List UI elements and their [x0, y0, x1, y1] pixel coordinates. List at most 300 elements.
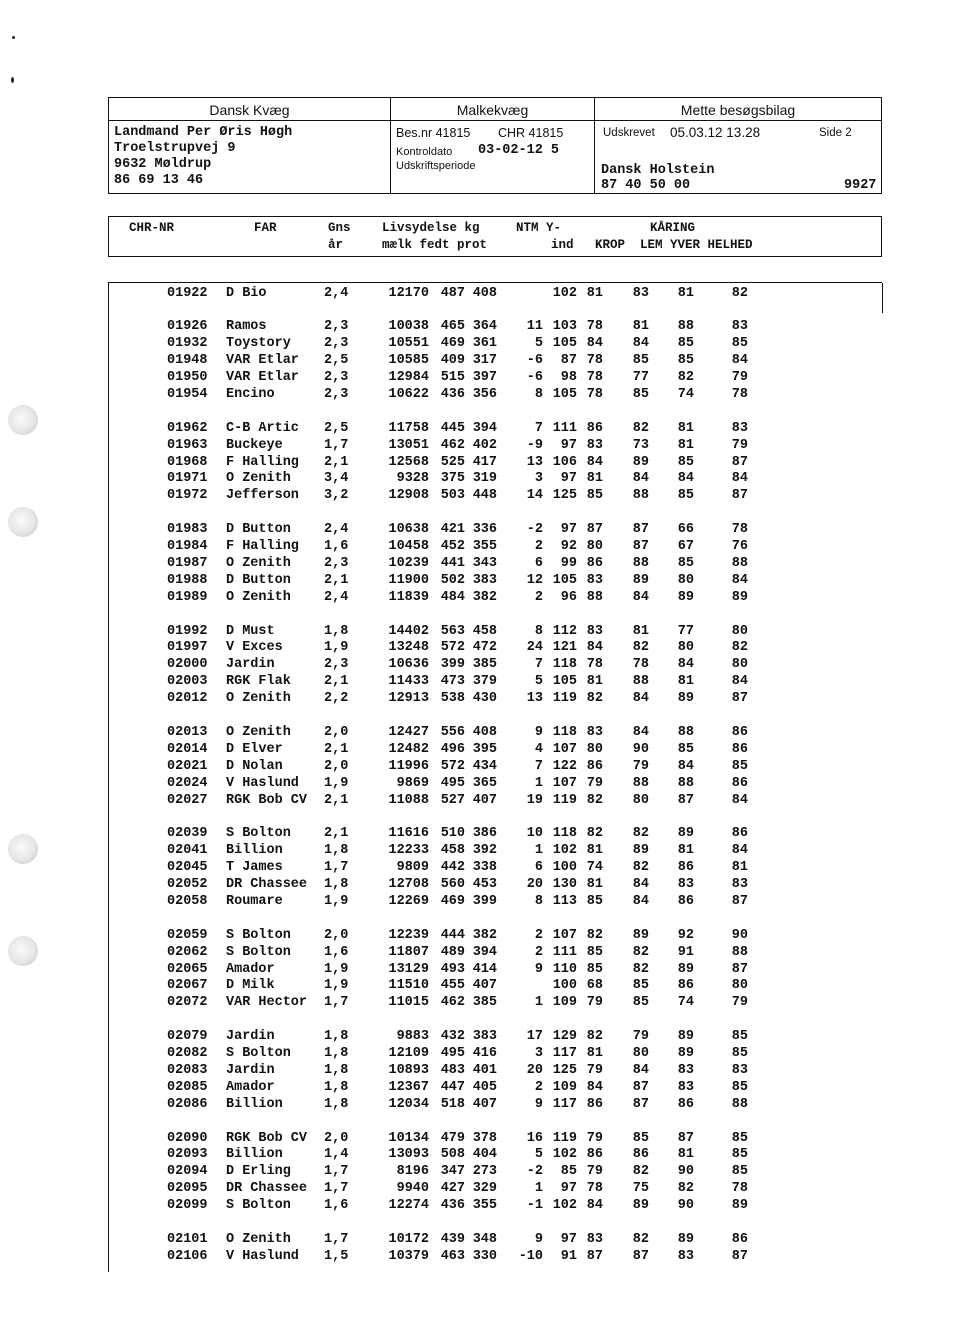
cell-krop: 86	[586, 420, 603, 436]
cell-chr-nr: 02090	[167, 1130, 208, 1146]
table-row	[109, 793, 883, 810]
sire-table	[108, 282, 882, 1272]
cell-fat-kg: 436	[440, 1198, 465, 1214]
cell-milk-kg: 10239	[388, 555, 429, 571]
cell-gns-year: 2,3	[324, 657, 349, 673]
cell-protein-kg: 417	[472, 454, 497, 470]
cell-krop: 78	[586, 657, 603, 673]
cell-far-name: Billion	[226, 1096, 283, 1112]
cell-yver: 85	[677, 454, 694, 470]
cell-chr-nr: 02003	[167, 674, 208, 690]
cell-y-index: 111	[552, 944, 577, 960]
cell-gns-year: 2,4	[324, 589, 349, 605]
cell-helhed: 83	[731, 1062, 748, 1078]
cell-protein-kg: 402	[472, 437, 497, 453]
cell-y-index: 107	[552, 927, 577, 943]
cell-fat-kg: 469	[440, 893, 465, 909]
table-row	[109, 995, 883, 1012]
cell-ntm: 2	[534, 1079, 543, 1095]
cell-fat-kg: 462	[440, 437, 465, 453]
punch-hole-2	[8, 507, 38, 537]
cell-protein-kg: 336	[472, 522, 497, 538]
cell-gns-year: 2,3	[324, 386, 349, 402]
cell-lem: 84	[632, 336, 649, 352]
cell-y-index: 100	[552, 978, 577, 994]
cell-milk-kg: 12239	[388, 927, 429, 943]
cell-protein-kg: 405	[472, 1079, 497, 1095]
table-row	[109, 1029, 883, 1046]
cell-helhed: 78	[731, 386, 748, 402]
cell-protein-kg: 379	[472, 674, 497, 690]
cell-lem: 86	[632, 1147, 649, 1163]
cell-milk-kg: 10134	[388, 1130, 429, 1146]
cell-milk-kg: 8196	[396, 1164, 429, 1180]
cell-ntm: 6	[534, 860, 543, 876]
cell-fat-kg: 479	[440, 1130, 465, 1146]
cell-yver: 89	[677, 826, 694, 842]
cell-gns-year: 1,7	[324, 1181, 349, 1197]
cell-ntm: 2	[534, 539, 543, 554]
cell-chr-nr: 02027	[167, 792, 208, 808]
cell-fat-kg: 518	[440, 1096, 465, 1112]
cell-milk-kg: 14402	[388, 623, 429, 639]
cell-chr-nr: 02062	[167, 944, 208, 960]
table-row	[109, 1232, 883, 1249]
cell-fat-kg: 458	[440, 843, 465, 859]
cell-far-name: Ramos	[226, 319, 267, 335]
cell-helhed: 79	[731, 437, 748, 453]
cell-chr-nr: 01983	[167, 522, 208, 538]
cell-krop: 82	[586, 826, 603, 842]
col-livsydelse-sub: mælk fedt prot	[382, 238, 488, 252]
cell-y-index: 105	[552, 386, 577, 402]
cell-fat-kg: 465	[440, 319, 465, 335]
cell-far-name: V Exces	[226, 640, 283, 656]
cell-krop: 80	[586, 539, 603, 554]
cell-protein-kg: 330	[472, 1248, 497, 1264]
table-row	[109, 1046, 883, 1063]
cell-y-index: 97	[560, 437, 577, 453]
cell-y-index: 100	[552, 860, 577, 876]
cell-ntm: -2	[526, 1164, 543, 1180]
cell-ntm: 13	[526, 454, 543, 470]
cell-helhed: 86	[731, 741, 748, 757]
cell-krop: 84	[586, 336, 603, 352]
cell-far-name: RGK Flak	[226, 674, 291, 690]
cell-lem: 84	[632, 1062, 649, 1078]
cell-chr-nr: 01984	[167, 539, 208, 554]
cell-chr-nr: 02045	[167, 860, 208, 876]
cell-far-name: VAR Etlar	[226, 370, 299, 385]
cell-chr-nr: 02086	[167, 1096, 208, 1112]
cell-krop: 84	[586, 640, 603, 656]
cell-lem: 85	[632, 386, 649, 402]
cell-protein-kg: 399	[472, 893, 497, 909]
cell-yver: 86	[677, 893, 694, 909]
cell-y-index: 117	[552, 1046, 577, 1061]
cell-krop: 83	[586, 623, 603, 639]
chr-number: CHR 41815	[498, 126, 564, 140]
cell-gns-year: 1,9	[324, 978, 349, 994]
cell-krop: 68	[586, 978, 603, 994]
cell-fat-kg: 508	[440, 1147, 465, 1163]
cell-y-index: 97	[560, 1231, 577, 1247]
cell-helhed: 87	[731, 893, 748, 909]
cell-ntm: -9	[526, 437, 543, 453]
cell-fat-kg: 515	[440, 370, 465, 385]
table-row	[109, 319, 883, 336]
cell-helhed: 83	[731, 420, 748, 436]
scan-speck	[11, 77, 14, 83]
cell-far-name: Billion	[226, 843, 283, 859]
table-row	[109, 1131, 883, 1148]
cell-lem: 85	[632, 1130, 649, 1146]
cell-krop: 85	[586, 944, 603, 960]
cell-chr-nr: 01987	[167, 555, 208, 571]
table-row	[109, 776, 883, 793]
cell-y-index: 91	[560, 1248, 577, 1264]
cell-fat-kg: 487	[440, 285, 465, 301]
cell-milk-kg: 12913	[388, 691, 429, 707]
cell-yver: 83	[677, 1062, 694, 1078]
cell-helhed: 85	[731, 1029, 748, 1045]
cell-lem: 88	[632, 674, 649, 690]
cell-lem: 82	[632, 860, 649, 876]
cell-milk-kg: 10585	[388, 353, 429, 369]
cell-gns-year: 3,4	[324, 471, 349, 487]
cell-protein-kg: 392	[472, 843, 497, 859]
cell-helhed: 85	[731, 1147, 748, 1163]
table-row	[109, 674, 883, 691]
cell-y-index: 118	[552, 724, 577, 740]
cell-lem: 85	[632, 995, 649, 1011]
cell-fat-kg: 409	[440, 353, 465, 369]
cell-gns-year: 2,5	[324, 353, 349, 369]
cell-gns-year: 1,9	[324, 893, 349, 909]
cell-chr-nr: 01988	[167, 572, 208, 588]
cell-krop: 80	[586, 741, 603, 757]
cell-yver: 89	[677, 1029, 694, 1045]
cell-lem: 84	[632, 589, 649, 605]
cell-milk-kg: 13129	[388, 961, 429, 977]
cell-protein-kg: 401	[472, 1062, 497, 1078]
cell-gns-year: 2,1	[324, 454, 349, 470]
table-row	[109, 725, 883, 742]
cell-fat-kg: 572	[440, 640, 465, 656]
cell-chr-nr: 02072	[167, 995, 208, 1011]
udskriftsperiode-label: Udskriftsperiode	[396, 160, 476, 172]
table-row	[109, 286, 883, 303]
cell-lem: 80	[632, 1046, 649, 1061]
cell-y-index: 97	[560, 522, 577, 538]
cell-milk-kg: 12269	[388, 893, 429, 909]
farmer-phone: 86 69 13 46	[114, 173, 204, 188]
cell-helhed: 84	[731, 674, 748, 690]
cell-milk-kg: 10638	[388, 522, 429, 538]
cell-far-name: D Bio	[226, 285, 267, 301]
cell-protein-kg: 356	[472, 386, 497, 402]
cell-chr-nr: 01972	[167, 488, 208, 504]
cell-fat-kg: 427	[440, 1181, 465, 1197]
cell-gns-year: 2,5	[324, 420, 349, 436]
cell-chr-nr: 02024	[167, 775, 208, 791]
cell-lem: 88	[632, 775, 649, 791]
cell-milk-kg: 11616	[388, 826, 429, 842]
cell-fat-kg: 439	[440, 1231, 465, 1247]
cell-yver: 89	[677, 1231, 694, 1247]
cell-far-name: VAR Etlar	[226, 353, 299, 369]
table-row	[109, 455, 883, 472]
cell-lem: 83	[632, 285, 649, 301]
cell-chr-nr: 01997	[167, 640, 208, 656]
cell-fat-kg: 463	[440, 1248, 465, 1264]
cell-lem: 82	[632, 944, 649, 960]
col-karing-sub: KROP LEM YVER HELHED	[595, 238, 753, 252]
cell-ntm: 1	[534, 995, 543, 1011]
cell-yver: 89	[677, 691, 694, 707]
cell-gns-year: 2,0	[324, 758, 349, 774]
cell-fat-kg: 421	[440, 522, 465, 538]
cell-y-index: 97	[560, 471, 577, 487]
cell-protein-kg: 407	[472, 792, 497, 808]
cell-krop: 81	[586, 843, 603, 859]
cell-lem: 75	[632, 1181, 649, 1197]
cell-far-name: O Zenith	[226, 471, 291, 487]
cell-far-name: Amador	[226, 961, 275, 977]
cell-yver: 84	[677, 758, 694, 774]
cell-far-name: Jefferson	[226, 488, 299, 504]
cell-krop: 84	[586, 1079, 603, 1095]
cell-far-name: Jardin	[226, 657, 275, 673]
cell-helhed: 89	[731, 589, 748, 605]
table-row	[109, 1080, 883, 1097]
cell-far-name: RGK Bob CV	[226, 792, 308, 808]
cell-fat-kg: 493	[440, 961, 465, 977]
cell-gns-year: 1,6	[324, 1198, 349, 1214]
farmer-street: Troelstrupvej 9	[114, 141, 236, 156]
col-gns: Gns	[328, 221, 351, 235]
cell-ntm: 5	[534, 336, 543, 352]
cell-protein-kg: 386	[472, 826, 497, 842]
cell-y-index: 97	[560, 1181, 577, 1197]
cell-milk-kg: 9328	[396, 471, 429, 487]
cell-ntm: 1	[534, 843, 543, 859]
cell-helhed: 86	[731, 775, 748, 791]
cell-protein-kg: 448	[472, 488, 497, 504]
cell-lem: 84	[632, 893, 649, 909]
cell-protein-kg: 361	[472, 336, 497, 352]
col-chr-nr: CHR-NR	[129, 221, 175, 235]
cell-helhed: 78	[731, 1181, 748, 1197]
cell-milk-kg: 12708	[388, 877, 429, 892]
cell-chr-nr: 01954	[167, 386, 208, 402]
table-row	[109, 877, 883, 894]
cell-fat-kg: 525	[440, 454, 465, 470]
cell-helhed: 85	[731, 758, 748, 774]
cell-yver: 81	[677, 420, 694, 436]
cell-protein-kg: 414	[472, 961, 497, 977]
table-row	[109, 1097, 883, 1114]
table-row	[109, 1198, 883, 1215]
cell-helhed: 83	[731, 319, 748, 335]
cell-ntm: 12	[526, 572, 543, 588]
herd-type-title: Malkekvæg	[391, 98, 594, 121]
cell-y-index: 129	[552, 1029, 577, 1045]
table-row	[109, 624, 883, 641]
cell-protein-kg: 378	[472, 1130, 497, 1146]
cell-y-index: 105	[552, 572, 577, 588]
table-row	[109, 1164, 883, 1181]
cell-lem: 88	[632, 555, 649, 571]
cell-protein-kg: 355	[472, 539, 497, 554]
cell-krop: 86	[586, 555, 603, 571]
cell-fat-kg: 495	[440, 775, 465, 791]
table-row	[109, 1147, 883, 1164]
cell-krop: 81	[586, 285, 603, 301]
cell-fat-kg: 495	[440, 1046, 465, 1061]
cell-milk-kg: 12984	[388, 370, 429, 385]
cell-protein-kg: 430	[472, 691, 497, 707]
cell-protein-kg: 397	[472, 370, 497, 385]
cell-chr-nr: 02039	[167, 826, 208, 842]
cell-far-name: S Bolton	[226, 1198, 291, 1214]
cell-helhed: 85	[731, 336, 748, 352]
cell-milk-kg: 9883	[396, 1029, 429, 1045]
cell-gns-year: 2,0	[324, 1130, 349, 1146]
cell-milk-kg: 9869	[396, 775, 429, 791]
cell-yver: 89	[677, 1046, 694, 1061]
cell-yver: 87	[677, 1130, 694, 1146]
cell-protein-kg: 383	[472, 1029, 497, 1045]
cell-lem: 79	[632, 758, 649, 774]
table-row	[109, 640, 883, 657]
cell-milk-kg: 10636	[388, 657, 429, 673]
cell-milk-kg: 12034	[388, 1096, 429, 1112]
cell-protein-kg: 472	[472, 640, 497, 656]
cell-y-index: 105	[552, 336, 577, 352]
column-header-bar	[108, 216, 882, 257]
cell-krop: 74	[586, 860, 603, 876]
cell-fat-kg: 375	[440, 471, 465, 487]
cell-helhed: 88	[731, 944, 748, 960]
cell-helhed: 86	[731, 826, 748, 842]
cell-ntm: 9	[534, 724, 543, 740]
cell-helhed: 85	[731, 1130, 748, 1146]
cell-chr-nr: 01926	[167, 319, 208, 335]
cell-milk-kg: 12170	[388, 285, 429, 301]
cell-ntm: 5	[534, 674, 543, 690]
cell-far-name: T James	[226, 860, 283, 876]
punch-hole-3	[8, 834, 38, 864]
cell-krop: 78	[586, 386, 603, 402]
cell-far-name: VAR Hector	[226, 995, 308, 1011]
table-row	[109, 488, 883, 505]
cell-ntm: 1	[534, 1181, 543, 1197]
cell-ntm: 4	[534, 741, 543, 757]
cell-y-index: 121	[552, 640, 577, 656]
kontroldato-label: Kontroldato	[396, 146, 453, 158]
cell-yver: 85	[677, 353, 694, 369]
cell-milk-kg: 13093	[388, 1147, 429, 1163]
cell-yver: 84	[677, 657, 694, 673]
cell-helhed: 87	[731, 961, 748, 977]
cell-krop: 82	[586, 691, 603, 707]
cell-krop: 81	[586, 877, 603, 892]
table-row	[109, 894, 883, 911]
cell-ntm: 7	[534, 657, 543, 673]
cell-fat-kg: 556	[440, 724, 465, 740]
cell-protein-kg: 453	[472, 877, 497, 892]
cell-far-name: RGK Bob CV	[226, 1130, 308, 1146]
cell-yver: 67	[677, 539, 694, 554]
cell-far-name: V Haslund	[226, 775, 299, 791]
cell-fat-kg: 462	[440, 995, 465, 1011]
cell-yver: 83	[677, 1079, 694, 1095]
cell-fat-kg: 489	[440, 944, 465, 960]
cell-chr-nr: 02085	[167, 1079, 208, 1095]
cell-krop: 82	[586, 792, 603, 808]
cell-far-name: D Erling	[226, 1164, 291, 1180]
cell-gns-year: 1,6	[324, 539, 349, 554]
col-livsydelse: Livsydelse kg	[382, 221, 480, 235]
cell-yver: 86	[677, 1096, 694, 1112]
cell-krop: 85	[586, 488, 603, 504]
cell-lem: 89	[632, 927, 649, 943]
cell-y-index: 96	[560, 589, 577, 605]
cell-fat-kg: 560	[440, 877, 465, 892]
cell-protein-kg: 434	[472, 758, 497, 774]
udskrevet-value: 05.03.12 13.28	[670, 125, 761, 140]
herd-section	[391, 98, 595, 193]
table-row	[109, 438, 883, 455]
cell-far-name: Toystory	[226, 336, 291, 352]
cell-helhed: 80	[731, 657, 748, 673]
cell-helhed: 89	[731, 1198, 748, 1214]
cell-milk-kg: 11758	[388, 420, 429, 436]
cell-y-index: 111	[552, 420, 577, 436]
cell-ntm: 19	[526, 792, 543, 808]
cell-helhed: 86	[731, 724, 748, 740]
cell-chr-nr: 01992	[167, 623, 208, 639]
cell-y-index: 87	[560, 353, 577, 369]
cell-krop: 78	[586, 370, 603, 385]
cell-milk-kg: 11015	[388, 995, 429, 1011]
document-section	[595, 98, 881, 193]
cell-ntm: 20	[526, 1062, 543, 1078]
cell-y-index: 109	[552, 995, 577, 1011]
cell-helhed: 87	[731, 1248, 748, 1264]
cell-lem: 81	[632, 319, 649, 335]
cell-lem: 82	[632, 640, 649, 656]
cell-protein-kg: 408	[472, 285, 497, 301]
cell-far-name: Buckeye	[226, 437, 283, 453]
col-ntm-sub: ind	[551, 238, 574, 252]
cell-ntm: 6	[534, 555, 543, 571]
cell-fat-kg: 538	[440, 691, 465, 707]
cell-gns-year: 2,3	[324, 336, 349, 352]
cell-milk-kg: 13051	[388, 437, 429, 453]
breed-code: 9927	[844, 178, 877, 193]
cell-gns-year: 3,2	[324, 488, 349, 504]
cell-krop: 78	[586, 319, 603, 335]
cell-far-name: S Bolton	[226, 1046, 291, 1061]
cell-yver: 85	[677, 741, 694, 757]
table-row	[109, 336, 883, 353]
cell-yver: 83	[677, 877, 694, 892]
cell-chr-nr: 02094	[167, 1164, 208, 1180]
cell-chr-nr: 02052	[167, 877, 208, 892]
cell-milk-kg: 11807	[388, 944, 429, 960]
